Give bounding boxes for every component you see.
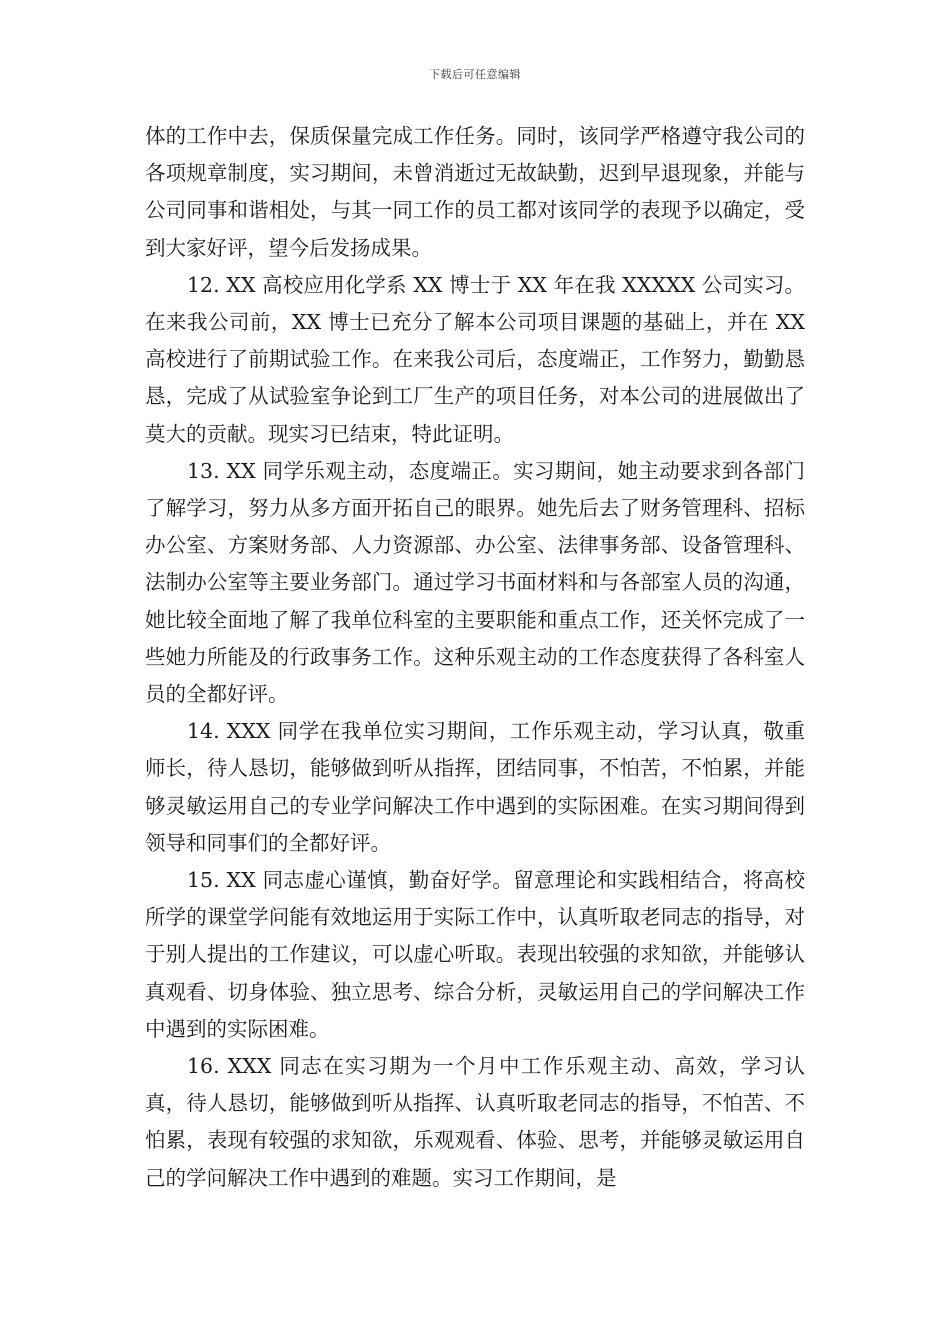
paragraph-item-14: 14. XXX 同学在我单位实习期间，工作乐观主动，学习认真，敬重师长，待人恳切，能够做到听从指挥，团结同事，不怕苦，不怕累，并能够灵敏运用自己的专业学问解决工作中遇到的实际困难。在实习期间得到领导和同事们的全都好评。: [145, 719, 805, 855]
paragraph-continuation: 体的工作中去，保质保量完成工作任务。同时，该同学严格遵守我公司的各项规章制度，实习期间，未曾消逝过无故缺勤，迟到早退现象，并能与公司同事和谐相处，与其一同工作的员工都对该同学的表现予以确定，受到大家好评，望今后发扬成果。: [145, 124, 805, 260]
paragraph-item-16: 16. XXX 同志在实习期为一个月中工作乐观主动、高效，学习认真，待人恳切，能够做到听从指挥、认真听取老同志的指导，不怕苦、不怕累，表现有较强的求知欲，乐观观看、体验、思考，并能够灵敏运用自己的学问解决工作中遇到的难题。实习工作期间，是: [145, 1054, 805, 1190]
page-header: 下载后可任意编辑: [429, 68, 521, 81]
paragraph-item-15: 15. XX 同志虚心谨慎，勤奋好学。留意理论和实践相结合，将高校所学的课堂学问能有效地运用于实际工作中，认真听取老同志的指导，对于别人提出的工作建议，可以虚心听取。表现出较强的求知欲，并能够认真观看、切身体验、独立思考、综合分析，灵敏运用自己的学问解决工作中遇到的实际困难。: [145, 868, 805, 1041]
document-body: [145, 118, 805, 1197]
paragraph-item-12: 12. XX 高校应用化学系 XX 博士于 XX 年在我 XXXXX 公司实习。在来我公司前，XX 博士已充分了解本公司项目课题的基础上，并在 XX 高校进行了前期试验工作。在来我公司后，态度端正，工作努力，勤勤恳恳，完成了从试验室争论到工厂生产的项目任务，对本公司的进展做出了莫大的贡献。现实习已结束，特此证明。: [145, 272, 805, 446]
paragraph-item-13: 13. XX 同学乐观主动，态度端正。实习期间，她主动要求到各部门了解学习，努力从多方面开拓自己的眼界。她先后去了财务管理科、招标办公室、方案财务部、人力资源部、办公室、法律事务部、设备管理科、法制办公室等主要业务部门。通过学习书面材料和与各部室人员的沟通，她比较全面地了解了我单位科室的主要职能和重点工作，还关怀完成了一些她力所能及的行政事务工作。这种乐观主动的工作态度获得了各科室人员的全都好评。: [145, 458, 805, 707]
